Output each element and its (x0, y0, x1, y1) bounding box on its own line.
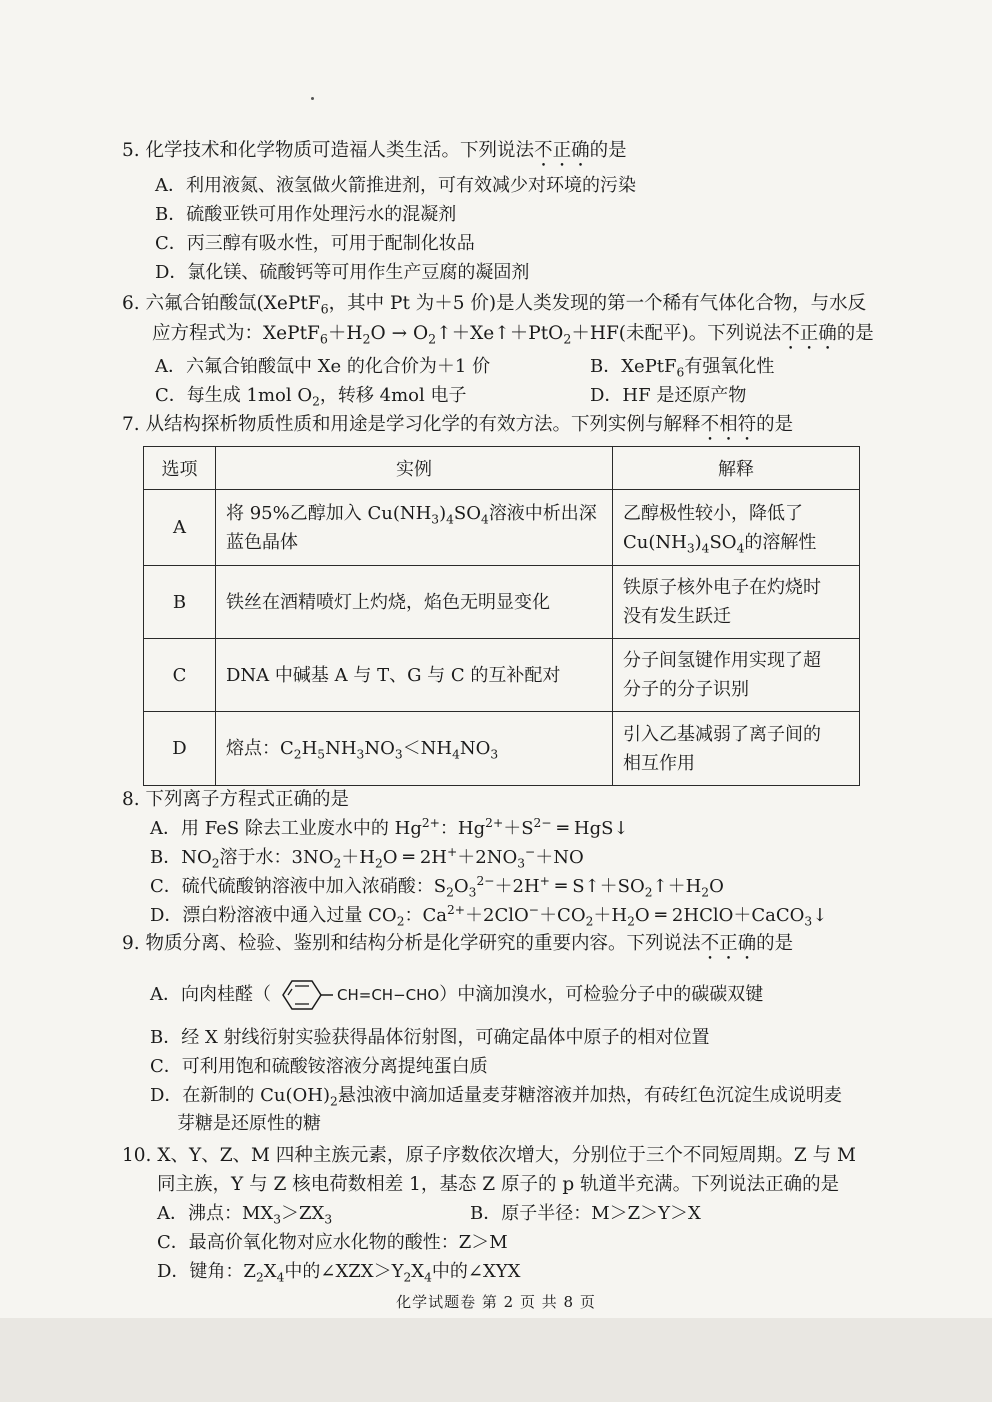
header-explanation: 解释 (613, 447, 860, 490)
question-9-option-c: C．可利用饱和硫酸铵溶液分离提纯蛋白质 (150, 1056, 488, 1077)
question-6-stem-line1: 6. 六氟合铂酸氙(XePtF$_6$，其中 Pt 为＋5 价)是人类发现的第一个稀有气体化合物，与水反 (122, 293, 867, 317)
question-10-option-a: A．沸点：$MX_3>ZX_3$ (157, 1203, 333, 1227)
question-7-table (143, 446, 860, 786)
question-8-stem: 8. 下列离子方程式正确的是 (122, 789, 350, 810)
row-example: 将 95%乙醇加入 $Cu(NH_3)_4SO_4$溶液中析出深 蓝色晶体 (216, 490, 613, 566)
question-9-option-b: B．经 X 射线衍射实验获得晶体衍射图，可确定晶体中原子的相对位置 (150, 1027, 710, 1048)
question-6-option-b: B．XePtF$_6$有强氧化性 (590, 356, 775, 380)
question-6-option-a: A．六氟合铂酸氙中 Xe 的化合价为＋1 价 (155, 356, 491, 377)
question-6-stem-line2: 应方程式为：$XePtF_6+H_2O$ → $O_2↑+Xe↑+PtO_2+HF$(未配平)。下列说法不正确的是 (152, 323, 874, 347)
page-footer: 化学试题卷 第 2 页 共 8 页 (396, 1293, 596, 1311)
question-5-option-b: B．硫酸亚铁可用作处理污水的混凝剂 (155, 204, 457, 225)
question-10-stem-line1: 10. X、Y、Z、M 四种主族元素，原子序数依次增大，分别位于三个不同短周期。Z 与 M (122, 1145, 856, 1166)
question-6-option-d: D．HF 是还原产物 (590, 385, 747, 406)
question-5-option-a: A．利用液氮、液氢做火箭推进剂，可有效减少对环境的污染 (155, 175, 636, 196)
row-explanation: 引入乙基减弱了离子间的 相互作用 (613, 712, 860, 786)
question-9-stem: 9. 物质分离、检验、鉴别和结构分析是化学研究的重要内容。下列说法不正确的是 (122, 933, 794, 954)
question-10-stem-line2: 同主族，Y 与 Z 核电荷数相差 1，基态 Z 原子的 p 轨道半充满。下列说法正确的是 (157, 1174, 840, 1195)
row-example: 熔点：$C_2H_5NH_3NO_3<NH_4NO_3$ (216, 712, 613, 786)
question-8-option-a: A．用 FeS 除去工业废水中的 $Hg^{2+}$：$Hg^{2+}+S^{2-}$ ═ HgS↓ (150, 816, 629, 839)
header-example: 实例 (216, 447, 613, 490)
question-10-option-d: D．键角：$Z_2X_4$中的$\angle XZX>Y_2X_4$中的∠XYX (157, 1261, 521, 1285)
question-10-option-c: C．最高价氧化物对应水化物的酸性：Z＞M (157, 1232, 508, 1253)
table-header-row (144, 447, 860, 490)
table-row (144, 639, 860, 712)
question-8-option-c: C．硫代硫酸钠溶液中加入浓硝酸：$S_2O_3^{2-}+2H^+$ ═ $S↑+SO_2↑+H_2O$ (150, 874, 724, 900)
question-9-option-d-line2: 芽糖是还原性的糖 (177, 1113, 321, 1134)
cinnamaldehyde-chain: CH=CH−CHO (337, 986, 440, 1004)
question-8-option-d: D．漂白粉溶液中通入过量 $CO_2$：$Ca^{2+}+2ClO^-+CO_2+H_2O$ ═ 2HClO＋CaCO$_3$↓ (150, 903, 828, 929)
table-row (144, 490, 860, 566)
question-9-option-a: A．向肉桂醛（ CH=CH−CHO）中滴加溴水，可检验分子中的碳碳双键 (150, 978, 763, 1012)
question-6-option-c: C．每生成 1mol $O_2$，转移 4mol 电子 (155, 385, 467, 409)
row-label: A (144, 490, 216, 566)
row-explanation: 铁原子核外电子在灼烧时 没有发生跃迁 (613, 566, 860, 639)
benzene-ring-icon (275, 978, 333, 1012)
question-5-stem: 5. 化学技术和化学物质可造福人类生活。下列说法不正确的是 (122, 140, 627, 161)
question-5-option-d: D．氯化镁、硫酸钙等可用作生产豆腐的凝固剂 (155, 262, 530, 283)
question-7-stem: 7. 从结构探析物质性质和用途是学习化学的有效方法。下列实例与解释不相符的是 (122, 414, 794, 435)
header-option: 选项 (144, 447, 216, 490)
scan-speck (311, 97, 314, 100)
question-10-option-b: B．原子半径：M＞Z＞Y＞X (470, 1203, 701, 1224)
row-example: 铁丝在酒精喷灯上灼烧，焰色无明显变化 (216, 566, 613, 639)
table-row (144, 566, 860, 639)
row-label: B (144, 566, 216, 639)
row-explanation: 分子间氢键作用实现了超 分子的分子识别 (613, 639, 860, 712)
row-label: D (144, 712, 216, 786)
row-example: DNA 中碱基 A 与 T、G 与 C 的互补配对 (216, 639, 613, 712)
question-8-option-b: B．$NO_2$溶于水：$3NO_2+H_2O$ ═ $2H^++2NO_3^-+NO$ (150, 845, 584, 871)
row-explanation: 乙醇极性较小，降低了 $Cu(NH_3)_4SO_4$的溶解性 (613, 490, 860, 566)
table-row (144, 712, 860, 786)
row-label: C (144, 639, 216, 712)
question-5-option-c: C．丙三醇有吸水性，可用于配制化妆品 (155, 233, 475, 254)
question-9-option-d-line1: D．在新制的 $Cu(OH)_2$悬浊液中滴加适量麦芽糖溶液并加热，有砖红色沉淀生成说明麦 (150, 1085, 842, 1109)
